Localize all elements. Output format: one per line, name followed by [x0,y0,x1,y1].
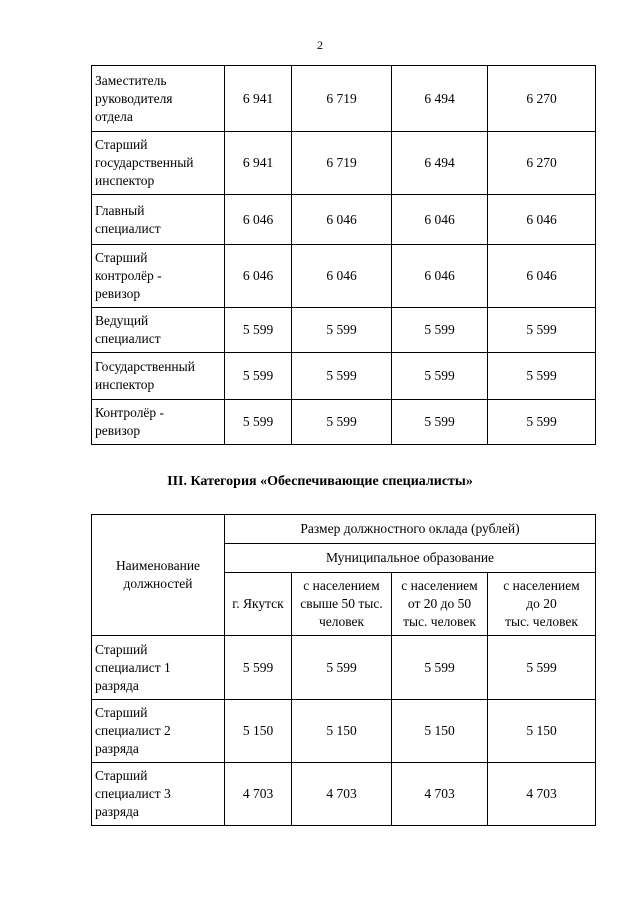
position-name-line: специалист [95,220,161,236]
column-header-population [292,573,392,636]
position-name-line: Старший [95,137,148,152]
column-header-line: с населением [503,578,580,593]
position-name-line: разряда [95,677,139,693]
position-name-line: Государственный [95,359,195,374]
salary-value-cell: 5 599 [488,308,596,353]
salary-value-cell: 6 719 [292,132,392,195]
column-header-line: тыс. человек [403,614,476,629]
salary-value-cell: 6 941 [225,66,292,132]
table-row [92,132,596,195]
column-header-line: от 20 до 50 [407,596,472,611]
salary-table-body [92,636,596,826]
column-header-line: тыс. человек [505,614,578,629]
position-name-line: ревизор [95,423,141,438]
salary-value-cell: 5 599 [292,636,392,700]
position-name-line: специалист [95,331,161,346]
salary-value-cell: 6 046 [292,245,392,308]
position-name-line: разряда [95,741,139,756]
position-name-line: контролёр - [95,268,162,283]
salary-value-cell: 6 494 [392,66,488,132]
column-header-line: г. Якутск [232,596,284,611]
position-name-line: Старший [95,768,148,783]
position-name-line: Главный [95,202,145,218]
salary-value-cell: 6 494 [392,132,488,195]
position-name-line: отдела [95,108,133,124]
column-header-population [225,573,292,636]
salary-value-cell: 5 150 [488,700,596,763]
salary-value-cell: 6 046 [225,245,292,308]
column-header-municipality: Муниципальное образование [225,544,596,573]
table-row [92,66,596,132]
position-name-line: руководителя [95,90,173,106]
salary-value-cell: 5 599 [292,308,392,353]
table-row [92,763,596,826]
salary-value-cell: 4 703 [292,763,392,826]
column-header-position-names [92,515,225,636]
salary-value-cell: 4 703 [225,763,292,826]
table-row [92,400,596,445]
salary-value-cell: 6 719 [292,66,392,132]
salary-value-cell: 5 599 [392,308,488,353]
position-name-cell [92,636,225,700]
position-name-line: Контролёр - [95,405,165,420]
section-heading: III. Категория «Обеспечивающие специалисты» [167,474,473,489]
position-name-cell [92,308,225,353]
position-name-line: государственный [95,155,194,170]
position-name-cell [92,400,225,445]
salary-value-cell: 5 599 [392,400,488,445]
salary-table-continued [91,65,596,445]
table-row [92,353,596,400]
column-header-line: до 20 [526,596,557,611]
salary-value-cell: 5 150 [392,700,488,763]
column-header-population [392,573,488,636]
salary-table-body [92,66,596,445]
column-header-line: свыше 50 тыс. [300,596,383,611]
salary-value-cell: 5 599 [488,636,596,700]
position-name-cell [92,353,225,400]
position-name-cell [92,66,225,132]
salary-value-cell: 5 599 [488,400,596,445]
table-row [92,245,596,308]
column-header-line: должностей [123,576,193,591]
salary-value-cell: 6 046 [488,245,596,308]
column-header-line: человек [318,614,365,629]
salary-value-cell: 5 599 [292,353,392,400]
page-number: 2 [317,38,323,52]
salary-value-cell: 6 046 [392,195,488,245]
table-row [92,700,596,763]
position-name-cell [92,132,225,195]
salary-value-cell: 4 703 [488,763,596,826]
support-specialists-table [91,514,596,826]
salary-value-cell: 6 941 [225,132,292,195]
salary-value-cell: 5 150 [225,700,292,763]
salary-value-cell: 4 703 [392,763,488,826]
position-name-cell [92,763,225,826]
table-row [92,308,596,353]
salary-value-cell: 6 046 [292,195,392,245]
position-name-line: специалист 2 [95,723,171,738]
position-name-line: разряда [95,804,139,819]
position-name-cell [92,245,225,308]
position-name-line: Ведущий [95,313,149,328]
position-name-cell [92,700,225,763]
salary-value-cell: 5 599 [225,400,292,445]
position-name-line: Старший [95,250,148,265]
position-name-line: Старший [95,641,148,657]
position-name-line: специалист 3 [95,786,171,801]
salary-value-cell: 5 599 [292,400,392,445]
salary-value-cell: 5 599 [392,353,488,400]
salary-value-cell: 5 599 [225,353,292,400]
salary-value-cell: 5 150 [292,700,392,763]
column-header-line: с населением [401,578,478,593]
position-name-line: Старший [95,705,148,720]
salary-value-cell: 5 599 [225,636,292,700]
position-name-line: Заместитель [95,72,167,88]
position-name-cell [92,195,225,245]
table-row [92,195,596,245]
table-row [92,636,596,700]
salary-value-cell: 5 599 [225,308,292,353]
salary-value-cell: 5 599 [392,636,488,700]
column-header-line: с населением [303,578,380,593]
salary-value-cell: 6 270 [488,132,596,195]
salary-value-cell: 6 270 [488,66,596,132]
column-header-line: Наименование [115,558,201,573]
salary-value-cell: 6 046 [488,195,596,245]
position-name-line: специалист 1 [95,659,171,675]
salary-value-cell: 6 046 [225,195,292,245]
column-header-population [488,573,596,636]
position-name-line: ревизор [95,286,141,301]
column-header-salary-size: Размер должностного оклада (рублей) [225,515,596,544]
position-name-line: инспектор [95,173,155,188]
salary-value-cell: 5 599 [488,353,596,400]
position-name-line: инспектор [95,377,155,392]
table-header [92,515,596,636]
salary-value-cell: 6 046 [392,245,488,308]
